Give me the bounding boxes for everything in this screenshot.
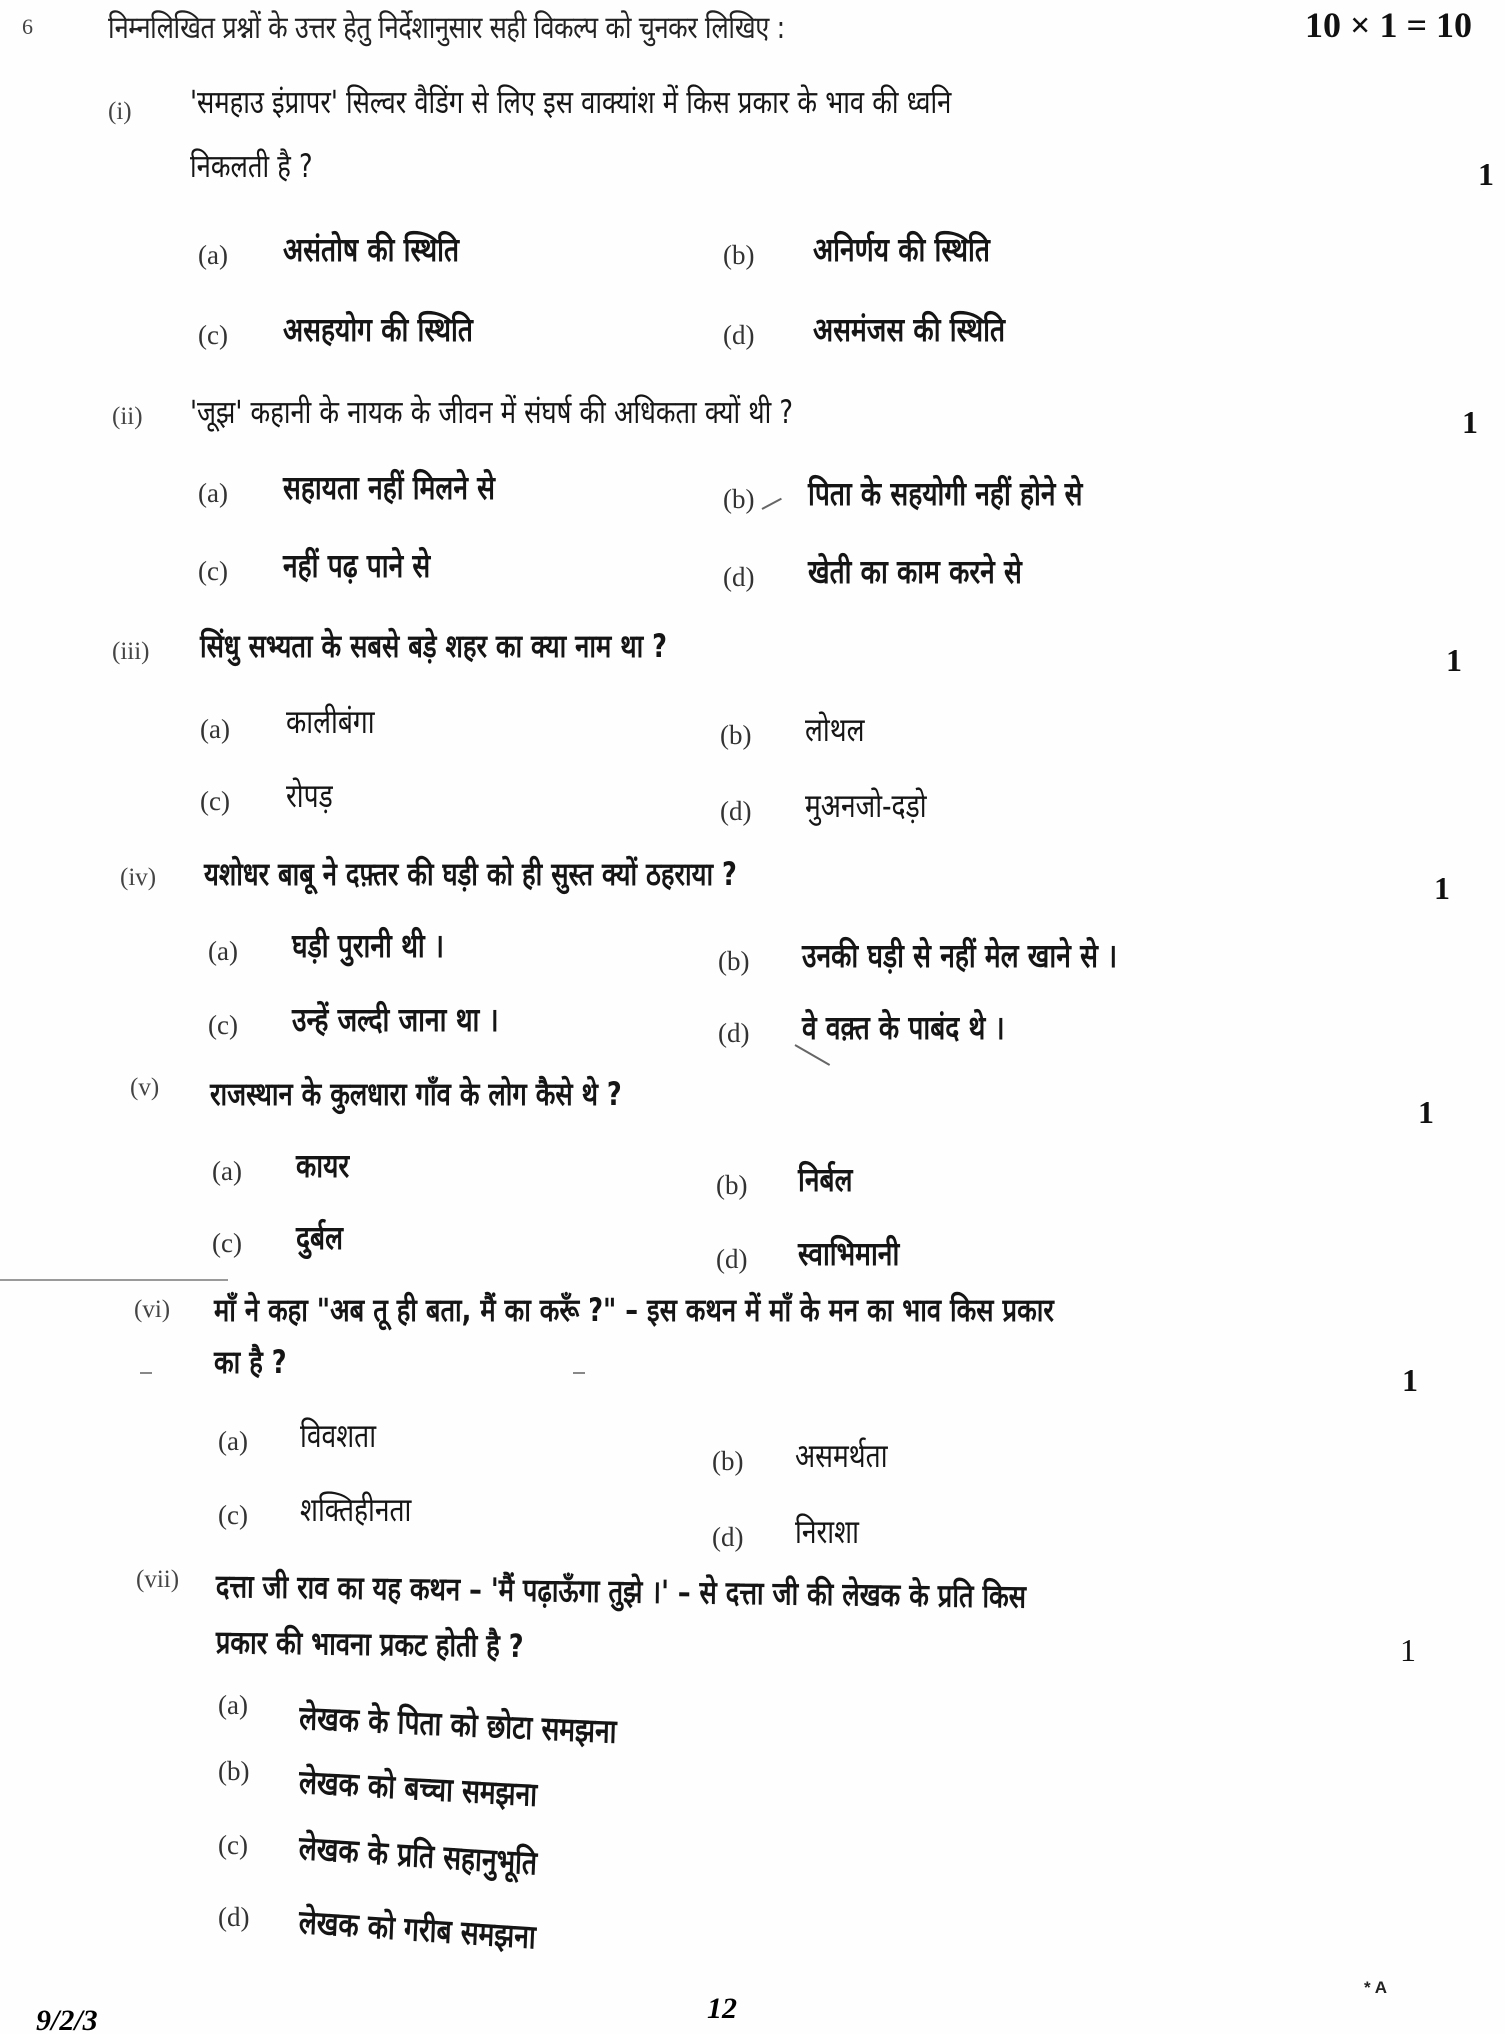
option-label: (a) — [198, 240, 228, 270]
option-text: असहयोग की स्थिति — [283, 310, 473, 349]
option-label: (d) — [723, 320, 755, 350]
page-marker: * A — [1364, 1978, 1387, 1997]
sub-question-label: (iii) — [112, 638, 150, 665]
option-label: (b) — [716, 1170, 748, 1200]
option-label: (b) — [712, 1446, 744, 1476]
option-text: दुर्बल — [296, 1218, 343, 1257]
scan-artifact — [573, 1372, 585, 1374]
option-text: घड़ी पुरानी थी । — [292, 926, 444, 965]
option-text: लेखक के पिता को छोटा समझना — [298, 1697, 618, 1751]
sub-question-text: यशोधर बाबू ने दफ़्तर की घड़ी को ही सुस्त क्यों ठहराया ? — [204, 855, 737, 893]
option-label: (c) — [198, 320, 228, 350]
sub-question-label: (ii) — [112, 403, 143, 430]
option-text: उनकी घड़ी से नहीं मेल खाने से । — [802, 936, 1118, 975]
option-text: लेखक को गरीब समझना — [298, 1901, 537, 1957]
sub-question-text: सिंधु सभ्यता के सबसे बड़े शहर का क्या नाम था ? — [200, 627, 667, 665]
option-text: लेखक के प्रति सहानुभूति — [298, 1827, 538, 1883]
option-label: (a) — [212, 1156, 242, 1186]
option-label-selected: (b) — [723, 484, 755, 514]
sub-question-marks: 1 — [1418, 1094, 1434, 1130]
sub-question-marks: 1 — [1400, 1632, 1416, 1668]
sub-question-text: दत्ता जी राव का यह कथन – 'मैं पढ़ाऊँगा तुझे ।' – से दत्ता जी की लेखक के प्रति किस — [215, 1566, 1027, 1616]
option-label: (d) — [720, 796, 752, 826]
option-label: (d) — [716, 1244, 748, 1274]
sub-question-marks: 1 — [1402, 1362, 1418, 1398]
option-text: सहायता नहीं मिलने से — [283, 468, 496, 507]
sub-question-marks: 1 — [1434, 870, 1450, 906]
sub-question-text: राजस्थान के कुलधारा गाँव के लोग कैसे थे ? — [210, 1075, 622, 1113]
sub-question-marks: 1 — [1478, 156, 1494, 192]
option-label: (a) — [198, 478, 228, 508]
option-label: (b) — [720, 720, 752, 750]
option-text: विवशता — [300, 1416, 377, 1455]
sub-question-marks: 1 — [1462, 404, 1478, 440]
sub-question-text: माँ ने कहा "अब तू ही बता, मैं का करूँ ?" – इस कथन में माँ के मन का भाव किस प्रकार — [214, 1291, 1054, 1329]
option-text: कायर — [296, 1146, 350, 1185]
option-text: निराशा — [795, 1512, 859, 1551]
option-text: पिता के सहयोगी नहीं होने से — [808, 474, 1083, 513]
option-text: स्वाभिमानी — [798, 1234, 900, 1273]
option-label: (b) — [718, 946, 750, 976]
option-label: (b) — [723, 240, 755, 270]
sub-question-label: (vii) — [136, 1566, 180, 1593]
option-label: (a) — [200, 714, 230, 744]
pen-tick-mark-icon — [762, 498, 782, 510]
option-label: (a) — [208, 936, 238, 966]
option-text: असमंजस की स्थिति — [813, 310, 1006, 349]
option-label: (a) — [218, 1690, 248, 1720]
option-label: (c) — [212, 1228, 242, 1258]
option-text: वे वक़्त के पाबंद थे । — [802, 1008, 1005, 1047]
option-text: नहीं पढ़ पाने से — [283, 546, 431, 585]
sub-question-text-continued: निकलती है ? — [190, 147, 313, 185]
option-text: अनिर्णय की स्थिति — [813, 230, 990, 269]
option-label: (c) — [200, 786, 230, 816]
scan-divider-line — [0, 1279, 228, 1281]
option-text: उन्हें जल्दी जाना था । — [292, 1000, 499, 1039]
option-label: (c) — [218, 1830, 248, 1860]
option-text: लोथल — [805, 710, 865, 749]
paper-code: 9/2/3 — [36, 2004, 98, 2037]
sub-question-text-continued: प्रकार की भावना प्रकट होती है ? — [215, 1622, 524, 1666]
option-text: रोपड़ — [286, 776, 333, 815]
option-text: लेखक को बच्चा समझना — [298, 1761, 538, 1814]
option-text: असमर्थता — [795, 1436, 888, 1475]
sub-question-text: 'समहाउ इंप्रापर' सिल्वर वैडिंग से लिए इस वाक्यांश में किस प्रकार के भाव की ध्वनि — [190, 83, 952, 121]
option-label: (a) — [218, 1426, 248, 1456]
option-label: (d) — [712, 1522, 744, 1552]
sub-question-label: (i) — [108, 98, 132, 125]
option-text: मुअनजो-दड़ो — [805, 786, 927, 825]
sub-question-text-continued: का है ? — [214, 1343, 287, 1381]
marks-total: 10 × 1 = 10 — [1305, 5, 1473, 45]
option-text: खेती का काम करने से — [808, 552, 1022, 591]
option-label: (d) — [723, 562, 755, 592]
sub-question-label: (vi) — [134, 1296, 171, 1323]
option-label: (c) — [208, 1010, 238, 1040]
option-label: (d) — [218, 1902, 250, 1932]
option-text: असंतोष की स्थिति — [283, 230, 459, 269]
option-text: निर्बल — [798, 1160, 853, 1199]
page-number: 12 — [707, 1992, 737, 2025]
sub-question-marks: 1 — [1446, 642, 1462, 678]
sub-question-label: (v) — [130, 1074, 160, 1101]
question-instruction: निम्नलिखित प्रश्नों के उत्तर हेतु निर्देशानुसार सही विकल्प को चुनकर लिखिए : — [108, 10, 785, 46]
option-label: (c) — [198, 556, 228, 586]
option-text: शक्तिहीनता — [300, 1490, 412, 1529]
option-label: (c) — [218, 1500, 248, 1530]
scan-artifact — [140, 1372, 152, 1374]
option-label: (b) — [218, 1756, 250, 1786]
option-text: कालीबंगा — [286, 702, 375, 741]
question-number: 6 — [22, 14, 33, 39]
sub-question-label: (iv) — [120, 864, 157, 891]
option-label: (d) — [718, 1018, 750, 1048]
sub-question-text: 'जूझ' कहानी के नायक के जीवन में संघर्ष की अधिकता क्यों थी ? — [190, 393, 793, 431]
